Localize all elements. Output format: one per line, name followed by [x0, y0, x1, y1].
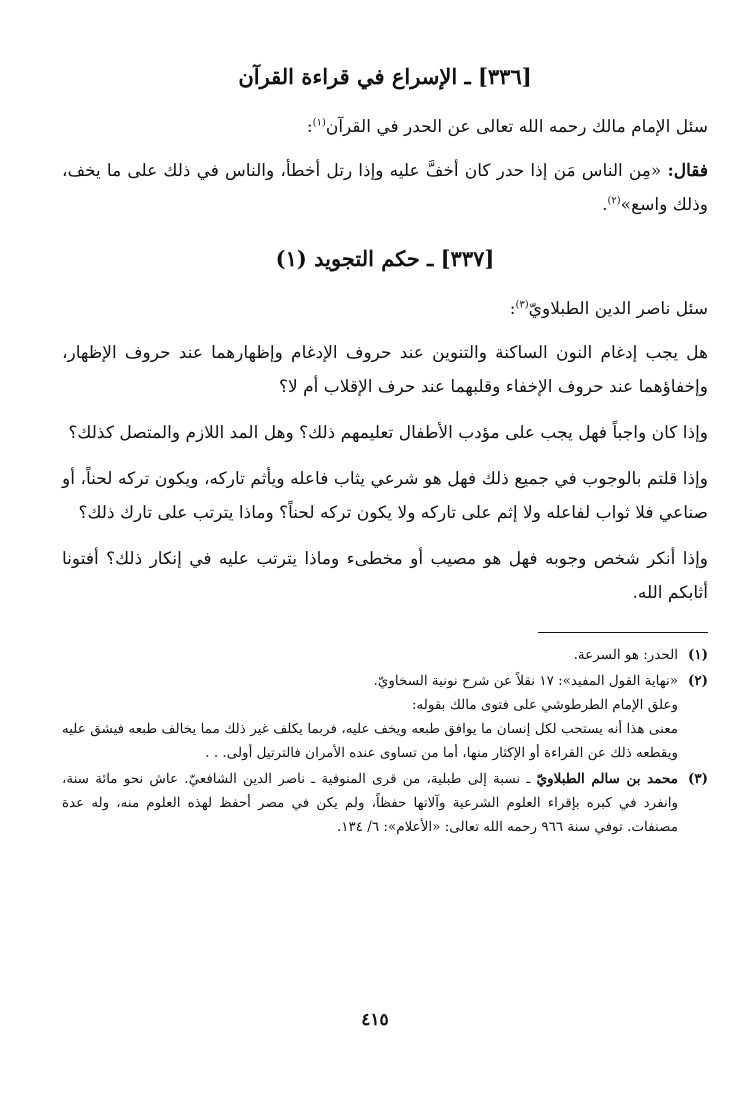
footnote-3 [62, 767, 708, 839]
question-tablawi [62, 292, 708, 326]
answer-malik [62, 154, 708, 222]
footnote-3-body [62, 767, 678, 839]
footnote-3-number: (٣) [687, 771, 708, 787]
footnote-2-comment: معنى هذا أنه يستحب لكل إنسان ما يوافق طبعه ويخف عليه، فربما يكلف غير ذلك مما يخالف طبعه فيشق عليه ويقطعه ذلك عن القراءة أو الإكثار منها، أما من تساوى عنده الأمران فالترتيل أولى. . . [62, 721, 678, 761]
answer-malik-end: . [602, 195, 608, 215]
section-title-336: [٣٣٦] ـ الإسراع في قراءة القرآن [238, 64, 532, 89]
paragraph-denial: وإذا أنكر شخص وجوبه فهل هو مصيب أو مخطىء وماذا يترتب عليه في إنكار ذلك؟ أفتونا أثابكم الله. [62, 549, 708, 603]
footnote-ref-1: (١) [312, 117, 326, 129]
footnote-2-source: «نهاية القول المفيد»: ١٧ نقلاً عن شرح نونية السخاويّ. [373, 673, 678, 689]
footnote-2-body [62, 669, 678, 765]
question-tablawi-text: سئل ناصر الدين الطبلاويّ [528, 299, 708, 319]
answer-lead: فقال: [667, 161, 708, 181]
paragraph-teaching: وإذا كان واجباً فهل يجب على مؤدب الأطفال تعليمهم ذلك؟ وهل المد اللازم والمتصل كذلك؟ [68, 423, 708, 443]
question-malik [62, 110, 708, 144]
answer-malik-text: «مِن الناس مَن إذا حدر كان أخفَّ عليه وإذا رتل أخطأ، والناس في ذلك على ما يخف، وذلك واسع» [62, 161, 708, 215]
footnote-1-number: (١) [687, 647, 708, 663]
paragraph-idgham: هل يجب إدغام النون الساكنة والتنوين عند حروف الإدغام وإظهارهما عند حروف الإظهار، وإخفاؤهما عند حروف الإخفاء وقلبهما عند حرف الإقلاب أم لا؟ [62, 343, 708, 397]
footnote-2-number: (٢) [687, 673, 708, 689]
page-number: ٤١٥ [361, 1010, 389, 1030]
footnote-ref-3: (٣) [515, 299, 529, 311]
section-title-337: [٣٣٧] ـ حكم التجويد (١) [275, 246, 495, 271]
paragraph-obligation: وإذا قلتم بالوجوب في جميع ذلك فهل هو شرعي يثاب فاعله ويأثم تاركه، ويكون تركه لحناً، أو صناعي فلا ثواب لفاعله ولا إثم على تاركه ولا يكون تركه لحناً؟ وماذا يترتب على تارك ذلك؟ [62, 469, 708, 523]
footnotes [62, 643, 708, 839]
footnote-ref-2: (٢) [607, 195, 621, 207]
footnote-1-text: الحدر: هو السرعة. [573, 647, 678, 663]
footnote-2 [62, 669, 708, 765]
question-malik-end: : [306, 117, 313, 137]
question-tablawi-end: : [509, 299, 516, 319]
footnote-divider [538, 632, 708, 633]
page-content [62, 62, 708, 841]
footnote-3-name: محمد بن سالم الطبلاويّ [536, 771, 678, 787]
question-malik-text: سئل الإمام مالك رحمه الله تعالى عن الحدر في القرآن [325, 117, 708, 137]
footnote-1 [62, 643, 708, 667]
footnote-3-text: ـ نسبة إلى طبلية، من قرى المنوفية ـ ناصر الدين الشافعيّ. عاش نحو مائة سنة، وانفرد في كبره بإقراء العلوم الشرعية وآلاتها حفظاً، ولم يكن في مصر أحفظ لهذه العلوم منه، وله عدة مصنفات. توفي سنة ٩٦٦ رحمه الله تعالى: «الأعلام»: ٦/ ١٣٤. [62, 771, 678, 835]
footnote-2-comment-intro: وعلق الإمام الطرطوشي على فتوى مالك بقوله: [411, 697, 678, 713]
